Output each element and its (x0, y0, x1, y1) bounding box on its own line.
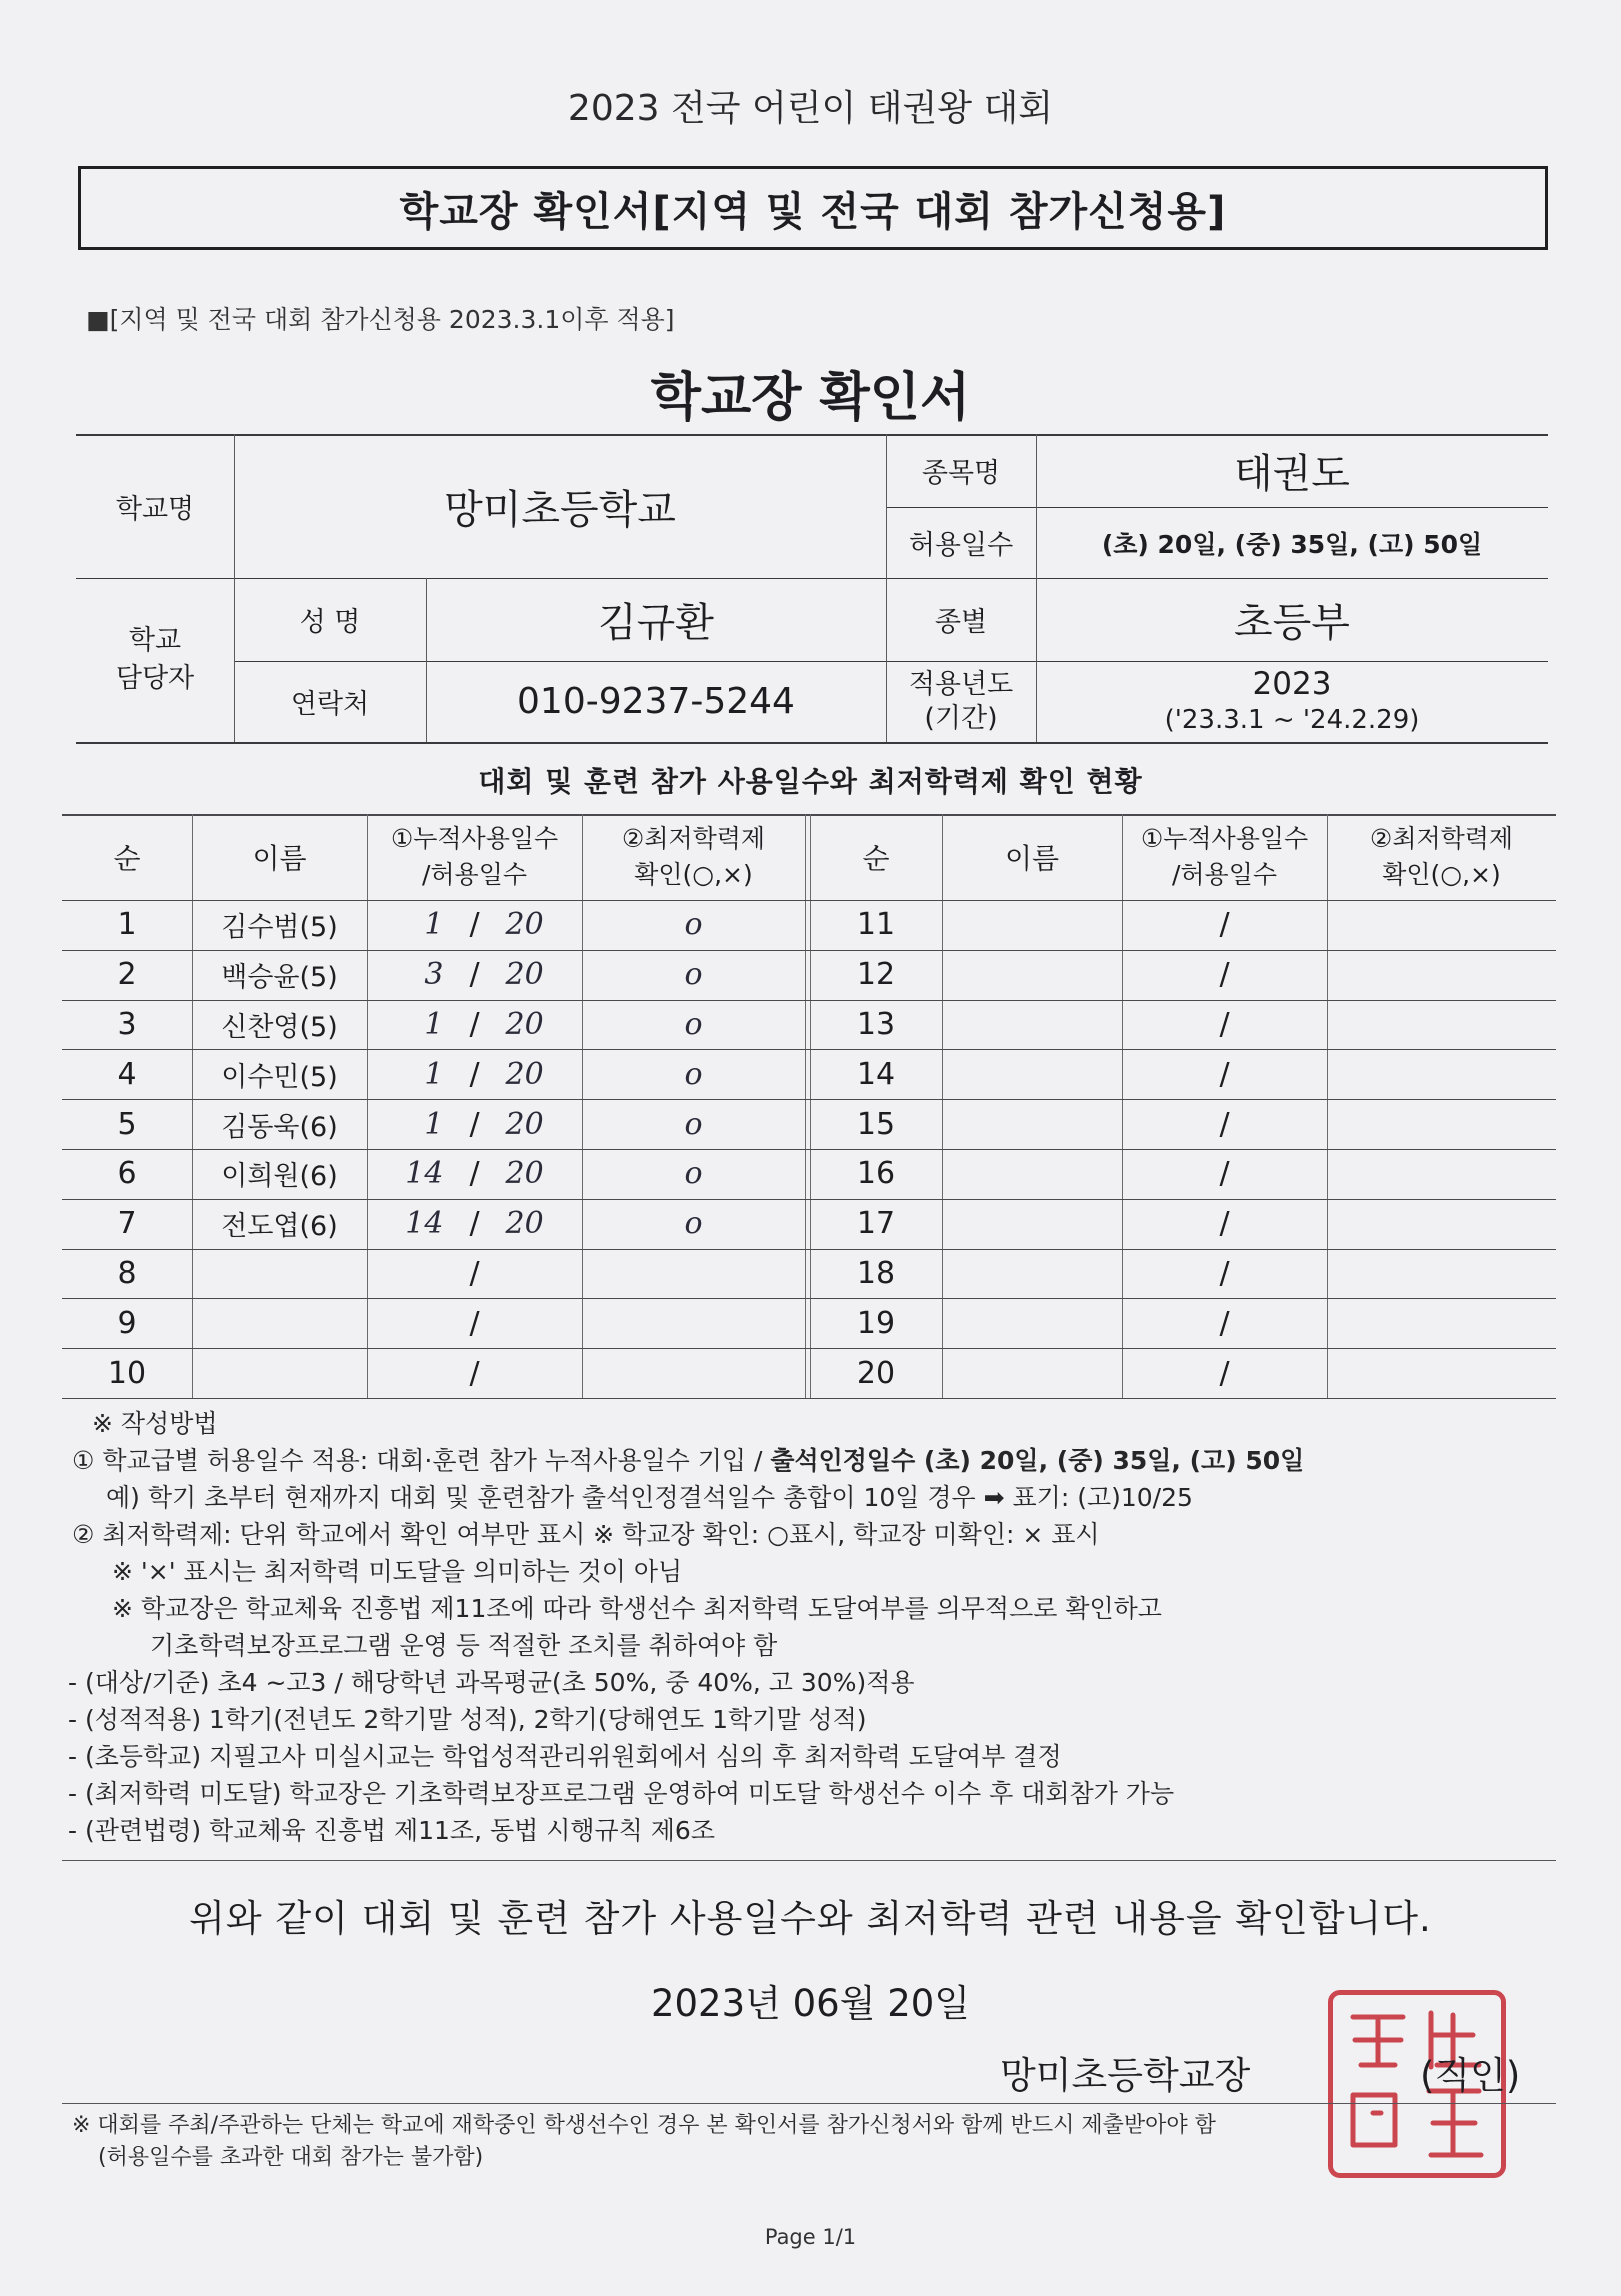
note-1-example: 예) 학기 초부터 현재까지 대회 및 훈련참가 출석인정결석일수 총합이 10일 경우 ➡ 표기: (고)10/25 (106, 1483, 1193, 1512)
row-number: 16 (856, 1156, 896, 1192)
days-used: 3 (424, 957, 444, 993)
days-allowed: 20 (505, 1206, 544, 1242)
instructions (68, 1405, 1562, 1849)
table-title: 대회 및 훈련 참가 사용일수와 최저학력제 확인 현황 (478, 765, 1143, 798)
note-1: ① 학교급별 허용일수 적용: 대회·훈련 참가 누적사용일수 기입 / 출석인정일수 (초) 20일, (중) 35일, (고) 50일 (72, 1446, 1305, 1475)
days-slash: / (1219, 1305, 1230, 1341)
days-slash: / (1219, 1206, 1230, 1242)
days-used: 1 (424, 1056, 444, 1092)
note-2-c: 기초학력보장프로그램 운영 등 적절한 조치를 취하여야 함 (150, 1631, 778, 1660)
row-number: 19 (856, 1305, 896, 1341)
document-title: 학교장 확인서[지역 및 전국 대회 참가신청용] (399, 188, 1227, 235)
student-name: 김수범(5) (221, 912, 338, 944)
phone-label: 연락처 (290, 689, 370, 720)
days-slash: / (1219, 1056, 1230, 1092)
days-slash: / (469, 957, 480, 993)
student-name: 이수민(5) (221, 1061, 338, 1093)
row-number: 5 (117, 1106, 137, 1142)
form-heading: 학교장 확인서 (650, 368, 971, 428)
school-info-table (76, 434, 1548, 748)
min-grade-check (582, 1348, 805, 1398)
header-name: 이름 (252, 842, 307, 875)
header-check: ②최저학력제 확인(○,×) (621, 824, 766, 889)
days-slash: / (1219, 1106, 1230, 1142)
detail-5: - (관련법령) 학교체육 진흥법 제11조, 동법 시행규칙 제6조 (68, 1816, 715, 1845)
min-grade-check-empty (1327, 1099, 1556, 1149)
days-used: 14 (405, 1206, 444, 1242)
confirmation-text: 위와 같이 대회 및 훈련 참가 사용일수와 최저학력 관련 내용을 확인합니다. (189, 1897, 1432, 1940)
student-name-empty (942, 1199, 1122, 1249)
document-date: 2023년 06월 20일 (650, 1982, 971, 2025)
min-grade-check: o (684, 907, 703, 943)
student-name-empty (942, 1249, 1122, 1299)
days-slash: / (1219, 907, 1230, 943)
days-used-allowed (367, 1199, 582, 1249)
min-grade-check-empty (1327, 1249, 1556, 1299)
days-allowed: 20 (505, 957, 544, 993)
row-number: 14 (856, 1056, 896, 1092)
school-name-label: 학교명 (115, 493, 195, 525)
row-number: 6 (117, 1156, 137, 1192)
row-number: 2 (117, 957, 137, 993)
year-label: 적용년도 (기간) (908, 668, 1014, 734)
days-used: 1 (424, 1106, 444, 1142)
student-name: 이희원(6) (221, 1161, 338, 1193)
row-number: 18 (856, 1255, 896, 1291)
student-name-empty (942, 1298, 1122, 1348)
note-2-b: ※ 학교장은 학교체육 진흥법 제11조에 따라 학생선수 최저학력 도달여부를 의무적으로 확인하고 (112, 1594, 1162, 1623)
footer-divider (62, 2103, 1556, 2104)
days-slash: / (469, 1355, 480, 1391)
allowed-days-label: 허용일수 (908, 530, 1014, 561)
days-slash: / (1219, 1006, 1230, 1042)
contact-person-label: 학교 담당자 (115, 625, 195, 694)
min-grade-check-empty (1327, 1149, 1556, 1199)
min-grade-check-empty (1327, 900, 1556, 950)
participation-table (62, 814, 1556, 1398)
row-number: 11 (856, 907, 896, 943)
row-number: 7 (117, 1206, 137, 1242)
min-grade-check: o (684, 1106, 703, 1142)
days-slash: / (469, 1305, 480, 1341)
footnote: ※ 대회를 주최/주관하는 단체는 학교에 재학중인 학생선수인 경우 본 확인서를 참가신청서와 함께 반드시 제출받아야 함 (허용일수를 초과한 대회 참가는 불가함) (72, 2113, 1216, 2170)
days-used: 14 (405, 1156, 444, 1192)
allowed-days: (초) 20일, (중) 35일, (고) 50일 (1101, 529, 1483, 559)
student-name: 신찬영(5) (221, 1011, 338, 1043)
header-days-right: ①누적사용일수 /허용일수 (1140, 824, 1309, 889)
days-used-allowed (367, 1000, 582, 1050)
row-number: 20 (856, 1355, 896, 1391)
student-name (192, 1348, 367, 1398)
contact-name: 김규환 (598, 600, 714, 646)
row-number: 15 (856, 1106, 896, 1142)
days-slash: / (469, 1106, 480, 1142)
sport: 태권도 (1234, 451, 1350, 497)
min-grade-check-empty (1327, 1298, 1556, 1348)
division-label: 종별 (934, 607, 988, 638)
student-name-empty (942, 1348, 1122, 1398)
min-grade-check: o (684, 1206, 703, 1242)
days-slash: / (469, 1056, 480, 1092)
header-name-right: 이름 (1004, 842, 1060, 875)
min-grade-check (582, 1249, 805, 1299)
min-grade-check: o (684, 1156, 703, 1192)
days-used-allowed (367, 1249, 582, 1299)
student-name (192, 1249, 367, 1299)
min-grade-check-empty (1327, 1199, 1556, 1249)
days-allowed: 20 (505, 907, 544, 943)
days-used-allowed (367, 950, 582, 1000)
student-name-empty (942, 1099, 1122, 1149)
row-number: 13 (856, 1006, 896, 1042)
header-no: 순 (113, 842, 141, 875)
days-used-allowed (367, 1099, 582, 1149)
header-no-right: 순 (862, 842, 890, 875)
note-2: ② 최저학력제: 단위 학교에서 확인 여부만 표시 ※ 학교장 확인: ○표시, 학교장 미확인: × 표시 (72, 1520, 1100, 1549)
days-slash: / (469, 907, 480, 943)
detail-2: - (성적적용) 1학기(전년도 2학기말 성적), 2학기(당해연도 1학기말 성적) (68, 1705, 867, 1734)
days-allowed: 20 (505, 1156, 544, 1192)
days-slash: / (1219, 1255, 1230, 1291)
division: 초등부 (1234, 600, 1350, 646)
days-slash: / (469, 1206, 480, 1242)
min-grade-check-empty (1327, 1348, 1556, 1398)
student-name-empty (942, 1149, 1122, 1199)
detail-4: - (최저학력 미도달) 학교장은 기초학력보장프로그램 운영하여 미도달 학생선수 이수 후 대회참가 가능 (68, 1779, 1175, 1808)
days-used-allowed (367, 1049, 582, 1099)
days-allowed: 20 (505, 1006, 544, 1042)
detail-3: - (초등학교) 지필고사 미실시교는 학업성적관리위원회에서 심의 후 최저학력 도달여부 결정 (68, 1742, 1062, 1771)
row-number: 9 (117, 1305, 137, 1341)
form-note: ■[지역 및 전국 대회 참가신청용 2023.3.1이후 적용] (86, 305, 675, 334)
page-number: Page 1/1 (764, 2225, 857, 2249)
instructions-heading: ※ 작성방법 (92, 1409, 218, 1438)
days-slash: / (1219, 1156, 1230, 1192)
year: 2023 ('23.3.1 ~ '24.2.29) (1164, 665, 1420, 735)
note-2-a: ※ '×' 표시는 최저학력 미도달을 의미하는 것이 아님 (112, 1557, 683, 1586)
row-number: 4 (117, 1056, 137, 1092)
student-name-empty (942, 1049, 1122, 1099)
min-grade-check-empty (1327, 1049, 1556, 1099)
name-label: 성 명 (299, 607, 361, 638)
row-number: 12 (856, 957, 896, 993)
student-name (192, 1298, 367, 1348)
days-used-allowed (367, 900, 582, 950)
student-name: 전도엽(6) (221, 1211, 338, 1243)
min-grade-check: o (684, 1056, 703, 1092)
days-used: 1 (424, 907, 444, 943)
days-allowed: 20 (505, 1106, 544, 1142)
min-grade-check-empty (1327, 1000, 1556, 1050)
document-title-box (78, 166, 1548, 250)
days-slash: / (1219, 957, 1230, 993)
min-grade-check: o (684, 1006, 703, 1042)
days-slash: / (469, 1156, 480, 1192)
min-grade-check (582, 1298, 805, 1348)
row-number: 1 (117, 907, 137, 943)
student-name-empty (942, 900, 1122, 950)
days-used: 1 (424, 1006, 444, 1042)
days-used-allowed (367, 1149, 582, 1199)
min-grade-check: o (684, 957, 703, 993)
student-name-empty (942, 950, 1122, 1000)
student-name: 백승윤(5) (221, 962, 338, 994)
detail-1: - (대상/기준) 초4 ~고3 / 해당학년 과목평균(초 50%, 중 40%, 고 30%)적용 (68, 1668, 915, 1697)
days-slash: / (1219, 1355, 1230, 1391)
days-allowed: 20 (505, 1056, 544, 1092)
row-number: 3 (117, 1006, 137, 1042)
principal-seal-label: (직인) (1420, 2054, 1521, 2097)
header-check-right: ②최저학력제 확인(○,×) (1369, 824, 1514, 889)
divider (62, 1860, 1556, 1861)
school-name: 망미초등학교 (444, 486, 676, 533)
principal-name: 망미초등학교장 (1000, 2054, 1251, 2097)
row-number: 8 (117, 1255, 137, 1291)
header-days: ①누적사용일수 /허용일수 (390, 824, 559, 889)
sport-label: 종목명 (921, 458, 1001, 489)
student-name: 김동욱(6) (221, 1111, 338, 1143)
student-name-empty (942, 1000, 1122, 1050)
days-used-allowed (367, 1298, 582, 1348)
row-divider (62, 1398, 1556, 1399)
row-number: 17 (856, 1206, 896, 1242)
days-used-allowed (367, 1348, 582, 1398)
row-number: 10 (107, 1355, 147, 1391)
days-slash: / (469, 1255, 480, 1291)
phone: 010-9237-5244 (517, 681, 795, 722)
event-title: 2023 전국 어린이 태권왕 대회 (567, 88, 1054, 129)
days-slash: / (469, 1006, 480, 1042)
min-grade-check-empty (1327, 950, 1556, 1000)
